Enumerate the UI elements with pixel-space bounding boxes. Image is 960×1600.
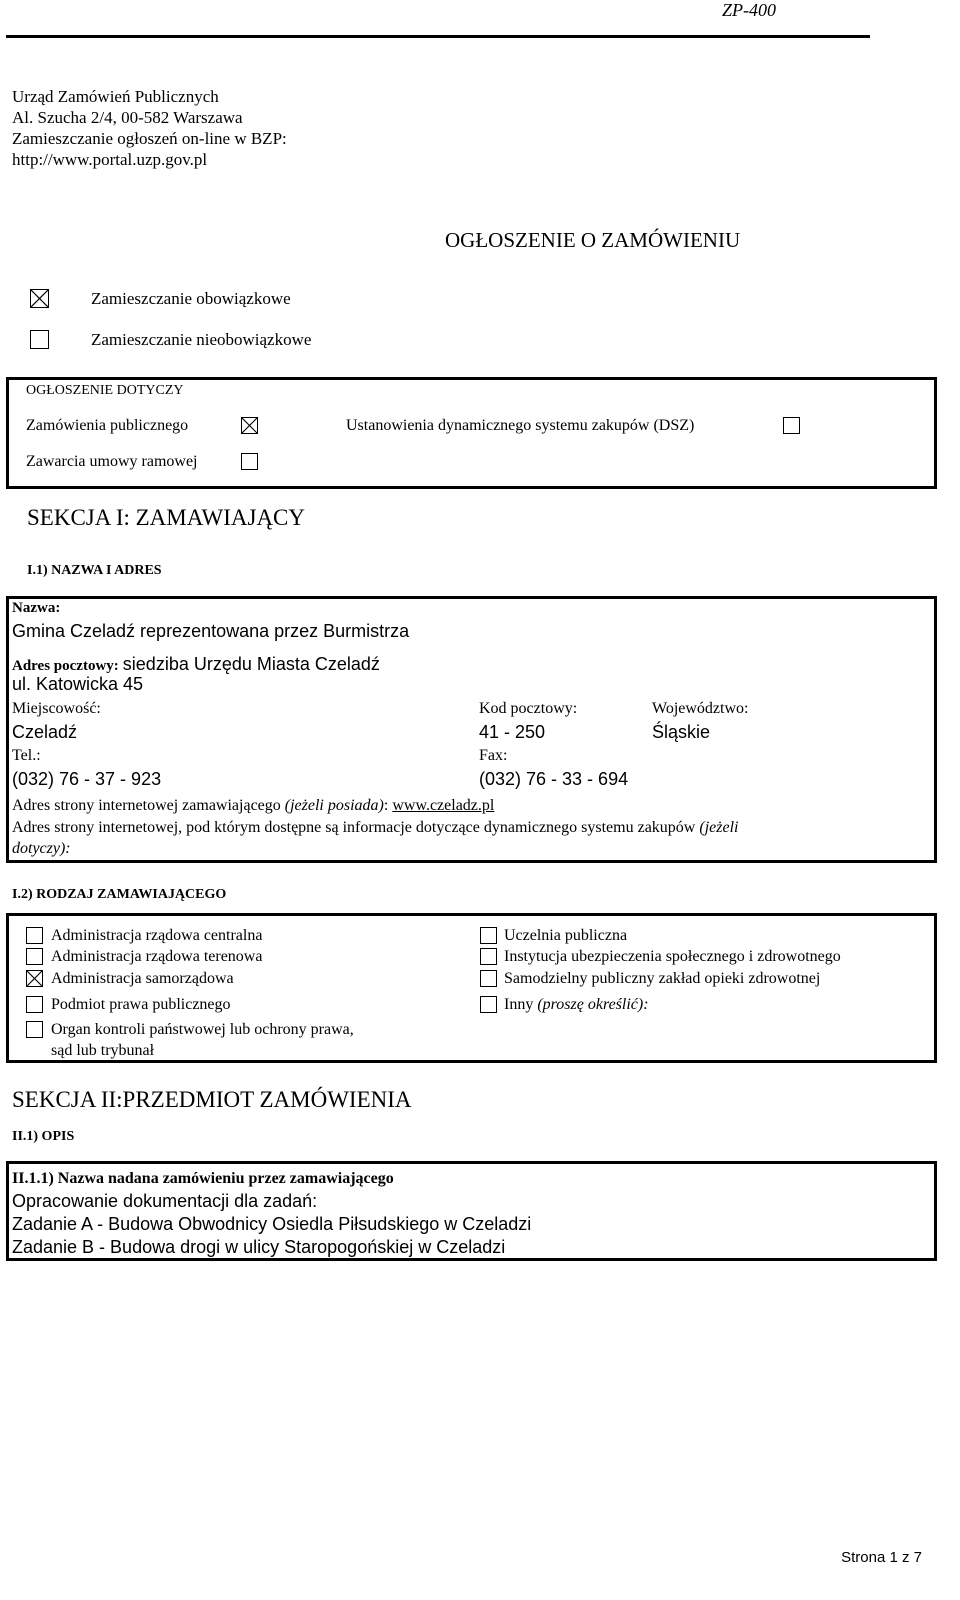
- dps-site-note: (jeżeli: [699, 819, 739, 836]
- type-checkbox[interactable]: [480, 927, 497, 944]
- check-x-icon: [242, 418, 257, 433]
- voivodeship-label: Województwo:: [652, 700, 749, 717]
- fax-value: (032) 76 - 33 - 694: [479, 769, 629, 789]
- issuer-line: Urząd Zamówień Publicznych: [12, 87, 219, 106]
- framework-checkbox[interactable]: [241, 453, 258, 470]
- issuer-address: [12, 86, 432, 170]
- zip-value: 41 - 250: [479, 722, 546, 742]
- type-label: Samodzielny publiczny zakład opieki zdrowotnej: [504, 970, 821, 987]
- type-note: (proszę określić):: [537, 996, 649, 1013]
- check-x-icon: [31, 290, 48, 307]
- dps-site-line: [12, 819, 738, 837]
- tel-label: Tel.:: [12, 747, 41, 764]
- website-line: [12, 797, 494, 815]
- type-checkbox[interactable]: [26, 948, 43, 965]
- name-value: Gmina Czeladź reprezentowana przez Burmistrza: [12, 621, 410, 641]
- order-name-line: Opracowanie dokumentacji dla zadań:: [12, 1191, 318, 1211]
- section2-heading: SEKCJA II:PRZEDMIOT ZAMÓWIENIA: [12, 1087, 412, 1112]
- postal-label: Adres pocztowy:: [12, 658, 119, 674]
- check-x-icon: [27, 971, 42, 986]
- zip-label: Kod pocztowy:: [479, 700, 578, 717]
- type-checkbox[interactable]: [26, 1021, 43, 1038]
- dps-site-note-cont: dotyczy):: [12, 840, 71, 857]
- page-number: Strona 1 z 7: [841, 1549, 922, 1566]
- issuer-line: Al. Szucha 2/4, 00-582 Warszawa: [12, 108, 243, 127]
- type-label: Administracja samorządowa: [51, 970, 234, 987]
- issuer-line: Zamieszczanie ogłoszeń on-line w BZP:: [12, 129, 287, 148]
- public-order-label: Zamówienia publicznego: [26, 417, 189, 434]
- mandatory-checkbox[interactable]: [30, 289, 49, 308]
- optional-label: Zamieszczanie nieobowiązkowe: [91, 330, 312, 349]
- city-value: Czeladź: [12, 722, 78, 742]
- fax-label: Fax:: [479, 747, 508, 764]
- header-rule: [6, 35, 870, 38]
- type-checkbox[interactable]: [26, 996, 43, 1013]
- type-label: Organ kontroli państwowej lub ochrony prawa,: [51, 1021, 354, 1038]
- type-checkbox[interactable]: [26, 927, 43, 944]
- type-label: Uczelnia publiczna: [504, 927, 628, 944]
- type-label: Inny: [504, 996, 534, 1013]
- postal-address: [12, 654, 380, 675]
- order-name-line: Zadanie A - Budowa Obwodnicy Osiedla Piłsudskiego w Czeladzi: [12, 1214, 532, 1234]
- website-note: (jeżeli posiada): [284, 797, 384, 814]
- type-checkbox[interactable]: [480, 996, 497, 1013]
- mandatory-label: Zamieszczanie obowiązkowe: [91, 289, 291, 308]
- city-label: Miejscowość:: [12, 700, 101, 717]
- form-code: ZP-400: [722, 0, 776, 20]
- section1-heading: SEKCJA I: ZAMAWIAJĄCY: [27, 505, 305, 530]
- public-order-checkbox[interactable]: [241, 417, 258, 434]
- type-label: Instytucja ubezpieczenia społecznego i zdrowotnego: [504, 948, 841, 965]
- website-colon: :: [383, 797, 389, 814]
- dps-label: Ustanowienia dynamicznego systemu zakupów (DSZ): [346, 417, 695, 434]
- page-title: OGŁOSZENIE O ZAMÓWIENIU: [445, 228, 741, 252]
- type-checkbox-checked[interactable]: [26, 970, 43, 987]
- voivodeship-value: Śląskie: [652, 722, 711, 742]
- tel-value: (032) 76 - 37 - 923: [12, 769, 162, 789]
- street-value: ul. Katowicka 45: [12, 674, 144, 694]
- notice-concerns-heading: OGŁOSZENIE DOTYCZY: [26, 383, 184, 398]
- type-label-cont: sąd lub trybunał: [51, 1042, 155, 1059]
- optional-checkbox[interactable]: [30, 330, 49, 349]
- website-link[interactable]: www.czeladz.pl: [392, 797, 495, 814]
- section1-sub-name-address: I.1) NAZWA I ADRES: [27, 563, 162, 578]
- type-label: Administracja rządowa terenowa: [51, 948, 263, 965]
- type-checkbox[interactable]: [480, 970, 497, 987]
- order-name-line: Zadanie B - Budowa drogi w ulicy Staropogońskiej w Czeladzi: [12, 1237, 506, 1257]
- type-label: Podmiot prawa publicznego: [51, 996, 231, 1013]
- section2-sub-desc: II.1) OPIS: [12, 1129, 75, 1144]
- section1-sub-type: I.2) RODZAJ ZAMAWIAJĄCEGO: [12, 887, 227, 902]
- dps-checkbox[interactable]: [783, 417, 800, 434]
- order-name-heading: II.1.1) Nazwa nadana zamówieniu przez zamawiającego: [12, 1170, 394, 1187]
- dps-site-label: Adres strony internetowej, pod którym dostępne są informacje dotyczące dynamicznego systemu zakupów: [12, 819, 696, 836]
- website-label: Adres strony internetowej zamawiającego: [12, 797, 281, 814]
- name-label: Nazwa:: [12, 600, 61, 616]
- issuer-url[interactable]: http://www.portal.uzp.gov.pl: [12, 150, 208, 169]
- framework-label: Zawarcia umowy ramowej: [26, 453, 198, 470]
- type-label: Administracja rządowa centralna: [51, 927, 263, 944]
- postal-value: siedziba Urzędu Miasta Czeladź: [122, 654, 380, 674]
- type-checkbox[interactable]: [480, 948, 497, 965]
- type-other: [504, 996, 649, 1014]
